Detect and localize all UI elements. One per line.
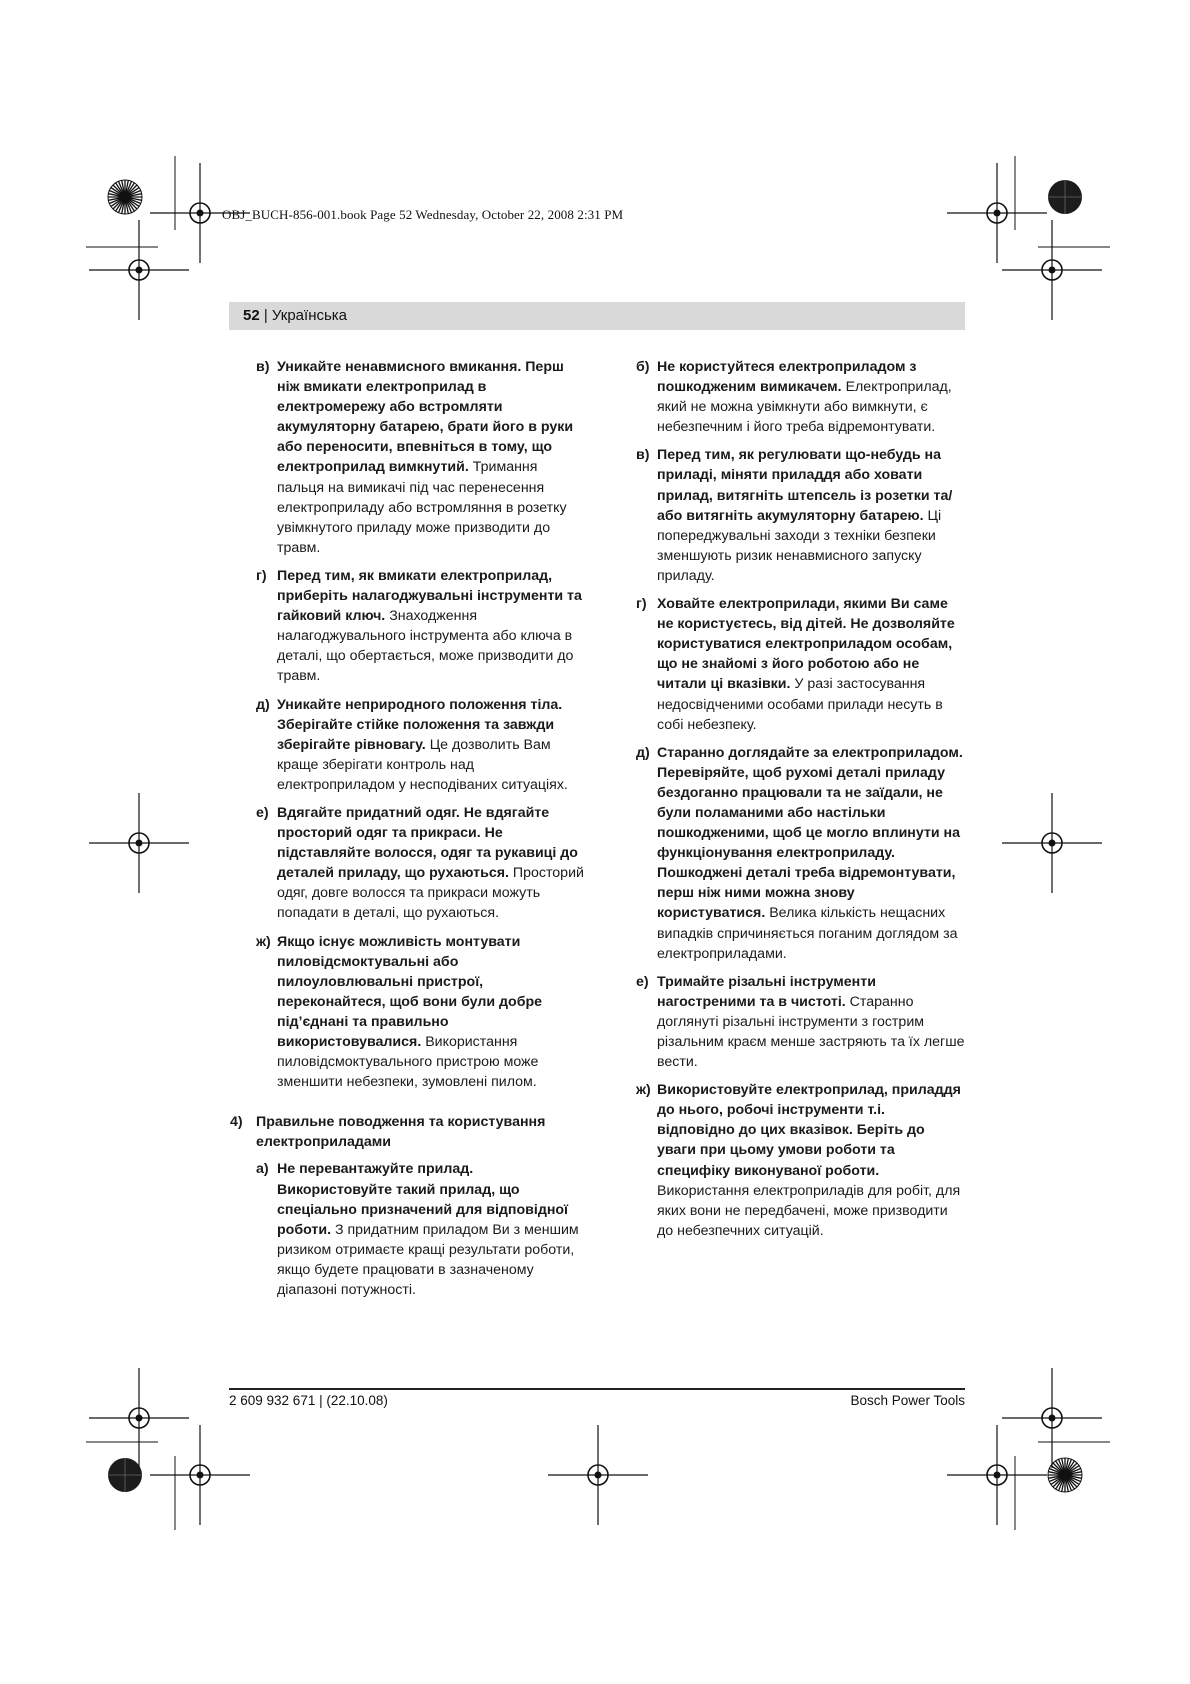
item-explanation: З придатним приладом Ви з меншим ризиком отримаєте кращі результати роботи, якщо будете працювати в зазначеному діапазоні потужності. xyxy=(277,1221,579,1299)
item-marker: ж) xyxy=(636,1082,651,1099)
item-explanation: Знаходження налагоджувального інструмента або ключа в деталі, що обертається, може призводити до травм. xyxy=(277,608,574,685)
item-warning: Перед тим, як вмикати електроприлад, приберіть налагоджувальні інструменти та гайковий ключ. xyxy=(277,567,582,625)
list-item xyxy=(636,357,966,437)
item-marker: д) xyxy=(256,696,270,713)
item-explanation: Ці попереджувальні заходи з техніки безпеки зменшують ризик ненавмисного запуску приладу. xyxy=(657,507,942,584)
list-item xyxy=(256,357,586,558)
item-explanation: Використання електроприладів для робіт, для яких вони не передбачені, може призводити до небезпечних ситуацій. xyxy=(657,1182,961,1239)
item-explanation: Старанно доглянуті різальні інструменти з гострим різальним краєм менше застряють та їх легше вести. xyxy=(657,993,965,1071)
header-separator: | xyxy=(259,307,272,324)
section-title: Правильне поводження та користування електроприладами xyxy=(256,1114,546,1151)
item-marker: г) xyxy=(256,567,267,584)
list-item xyxy=(256,803,586,924)
item-marker: а) xyxy=(256,1161,269,1178)
list-item xyxy=(636,445,966,586)
item-marker: в) xyxy=(636,447,650,464)
item-marker: в) xyxy=(256,359,270,375)
list-item xyxy=(256,1159,586,1300)
item-explanation: Використання пиловідсмоктувального пристрою може зменшити небезпеки, зумовлені пилом. xyxy=(277,1034,539,1091)
section-number: 4) xyxy=(230,1114,243,1131)
list-item xyxy=(636,594,966,735)
list-item xyxy=(256,566,586,687)
footer-rule xyxy=(229,1388,965,1390)
header-language: Українська xyxy=(271,307,348,324)
list-item xyxy=(636,743,966,964)
list-item xyxy=(636,972,966,1072)
item-explanation: Електроприлад, який не можна увімкнути або вимкнути, є небезпечним і його треба відремонтувати. xyxy=(657,379,952,436)
list-item xyxy=(636,1080,966,1241)
item-marker: г) xyxy=(636,596,647,613)
item-marker: б) xyxy=(636,359,650,375)
left-column xyxy=(230,357,586,1308)
item-warning: Уникайте ненавмисного вмикання. Перш ніж вмикати електроприлад в електромережу або встромляти акумуляторну батарею, брати його в руки або переносити, впевніться в тому, що електроприлад вимкнутий. xyxy=(277,359,574,476)
item-explanation: Просторий одяг, довге волосся та прикраси можуть попадати в деталі, що рухаються. xyxy=(277,865,584,922)
item-explanation: Це дозволить Вам краще зберігати контроль над електроприладом у несподіваних ситуаціях. xyxy=(277,736,568,793)
item-warning: Ховайте електроприлади, якими Ви саме не користуєтесь, від дітей. Не дозволяйте користуватися електроприладом особам, що не знайомі з його роботою або не читали ці вказівки. xyxy=(657,596,955,693)
footer-brand: Bosch Power Tools xyxy=(850,1393,965,1408)
item-explanation: У разі застосування недосвідченими особами прилади несуть в собі небезпеку. xyxy=(657,676,943,733)
section-heading xyxy=(230,1112,586,1152)
item-marker: ж) xyxy=(256,933,271,950)
list-item xyxy=(256,695,586,795)
item-warning: Уникайте неприродного положення тіла. Зберігайте стійке положення та завжди зберігайте рівновагу. xyxy=(277,696,563,753)
item-explanation: Тримання пальця на вимикачі під час перенесення електроприладу або встромляння в розетку увімкнутого приладу може призводити до травм. xyxy=(277,459,567,556)
print-slug: OBJ_BUCH-856-001.book Page 52 Wednesday, October 22, 2008 2:31 PM xyxy=(222,207,624,222)
right-column xyxy=(636,357,966,1249)
footer-doc-number: 2 609 932 671 | (22.10.08) xyxy=(229,1393,388,1408)
page-header xyxy=(229,302,965,330)
item-marker: д) xyxy=(636,744,650,761)
item-warning: Якщо існує можливість монтувати пиловідсмоктувальні або пилоуловлювальні пристрої, переконайтеся, щоб вони були добре під’єднані та правильно використовувалися. xyxy=(277,933,543,1050)
item-marker: е) xyxy=(256,804,269,821)
item-warning: Не перевантажуйте прилад. Використовуйте такий прилад, що спеціально призначений для відповідної роботи. xyxy=(277,1161,569,1238)
item-marker: е) xyxy=(636,973,649,990)
item-warning: Використовуйте електроприлад, приладдя до нього, робочі інструменти т.і. відповідно до цих вказівок. Беріть до уваги при цьому умови роботи та специфіку виконуваної роботи. xyxy=(657,1082,961,1179)
list-item xyxy=(256,932,586,1093)
item-warning: Не користуйтеся електроприладом з пошкодженим вимикачем. xyxy=(657,359,917,396)
item-warning: Вдягайте придатний одяг. Не вдягайте просторий одяг та прикраси. Не підставляйте волосся, одяг та рукавиці до деталей приладу, що рухаються. xyxy=(277,804,578,882)
item-warning: Тримайте різальні інструменти нагостреними та в чистоті. xyxy=(657,973,876,1010)
item-explanation: Велика кількість нещасних випадків спричиняється поганим доглядом за електроприладами. xyxy=(657,905,958,962)
page-number: 52 xyxy=(243,307,260,324)
item-warning: Перед тим, як регулювати що-небудь на приладі, міняти приладдя або ховати прилад, витягніть штепсель із розетки та/або витягніть акумуляторну батарею. xyxy=(657,447,953,524)
item-warning: Старанно доглядайте за електроприладом. Перевіряйте, щоб рухомі деталі приладу бездоганно працювали та не заїдали, не були поламаними або настільки пошкодженими, щоб це могло вплинути на функціонування електроприладу. Пошкоджені деталі треба відремонтувати, перш ніж ними можна знову користуватися. xyxy=(657,744,963,922)
